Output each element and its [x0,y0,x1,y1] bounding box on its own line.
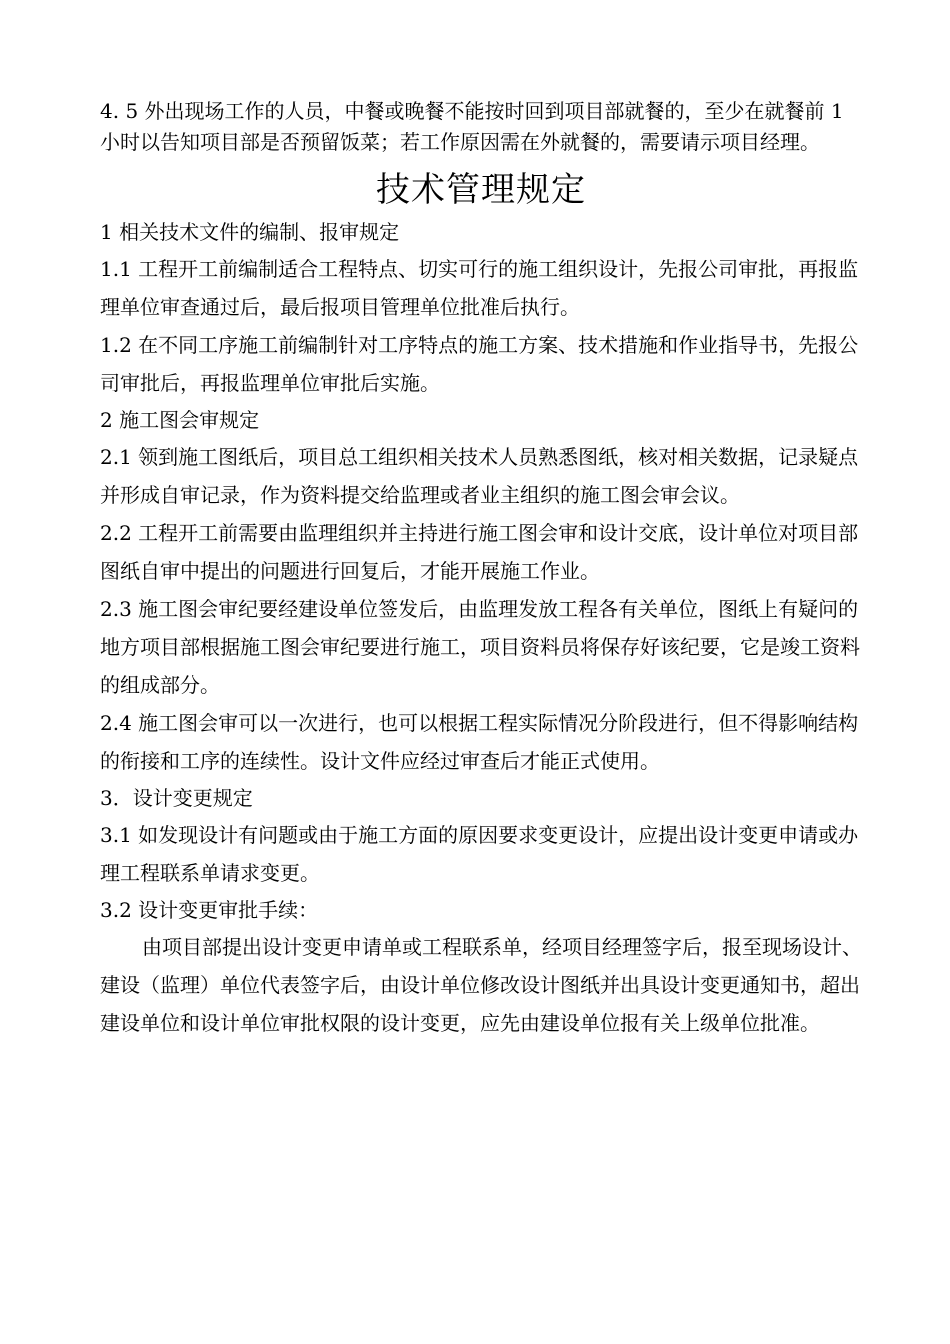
clause-2-2: 2.2 工程开工前需要由监理组织并主持进行施工图会审和设计交底，设计单位对项目部图纸自审中提出的问题进行回复后，才能开展施工作业。 [100,521,859,583]
clause-3-2-body: 由项目部提出设计变更申请单或工程联系单，经项目经理签字后，报至现场设计、建设（监理）单位代表签字后，由设计单位修改设计图纸并出具设计变更通知书，超出建设单位和设计单位审批权限的设计变更，应先由建设单位报有关上级单位批准。 [100,935,862,1035]
page-title: 技术管理规定 [376,170,586,210]
clause-2-4: 2.4 施工图会审可以一次进行，也可以根据工程实际情况分阶段进行，但不得影响结构的衔接和工序的连续性。设计文件应经过审查后才能正式使用。 [100,711,859,773]
clause-1-2: 1.2 在不同工序施工前编制针对工序特点的施工方案、技术措施和作业指导书，先报公司审批后，再报监理单位审批后实施。 [100,333,859,395]
clause-1-1: 1.1 工程开工前编制适合工程特点、切实可行的施工组织设计，先报公司审批，再报监理单位审查通过后，最后报项目管理单位批准后执行。 [100,257,859,319]
clause-3-2-heading: 3.2 设计变更审批手续： [100,898,319,922]
section-heading-1: 1 相关技术文件的编制、报审规定 [100,220,400,244]
intro-paragraph: 4. 5 外出现场工作的人员，中餐或晚餐不能按时回到项目部就餐的，至少在就餐前 1 小时以告知项目部是否预留饭菜；若工作原因需在外就餐的，需要请示项目经理。 [100,99,844,154]
section-heading-2: 2 施工图会审规定 [100,408,260,432]
section-heading-3: 3．设计变更规定 [100,786,253,810]
clause-3-1: 3.1 如发现设计有问题或由于施工方面的原因要求变更设计，应提出设计变更申请或办理工程联系单请求变更。 [100,823,859,885]
clause-2-1: 2.1 领到施工图纸后，项目总工组织相关技术人员熟悉图纸，核对相关数据，记录疑点并形成自审记录，作为资料提交给监理或者业主组织的施工图会审会议。 [100,445,859,507]
clause-2-3: 2.3 施工图会审纪要经建设单位签发后，由监理发放工程各有关单位，图纸上有疑问的地方项目部根据施工图会审纪要进行施工，项目资料员将保存好该纪要，它是竣工资料的组成部分。 [100,597,860,697]
